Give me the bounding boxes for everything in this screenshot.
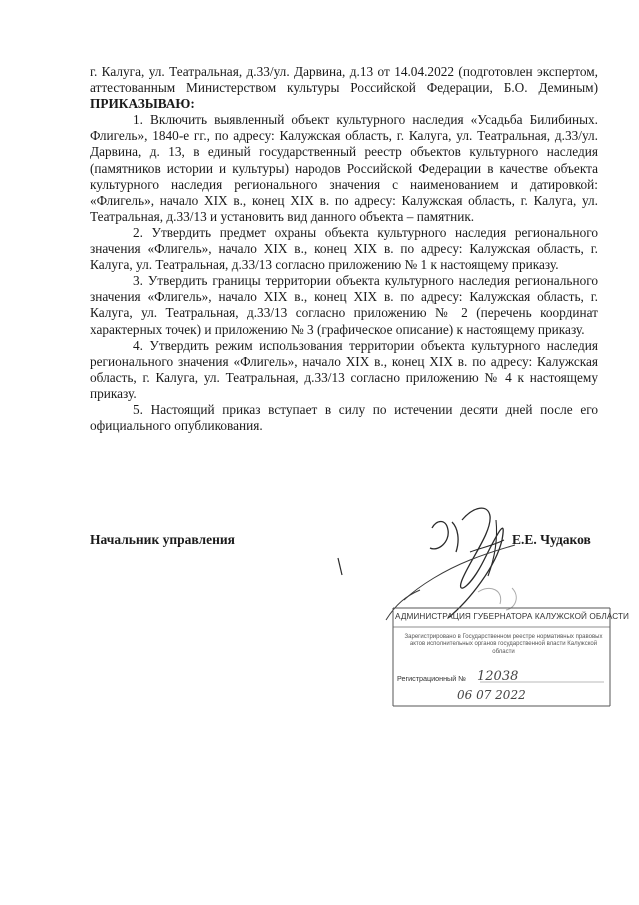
paragraph-item-5: 5. Настоящий приказ вступает в силу по истечении десяти дней после его официального опубликования. [90,401,598,434]
paragraph-intro [90,64,598,112]
intro-text: г. Калуга, ул. Театральная, д.33/ул. Дарвина, д.13 от 14.04.2022 (подготовлен экспертом, аттестованным Министерством культуры Российской Федерации, Б.О. Деминым) [90,64,598,96]
stamp-reg-number: 12038 [477,669,519,684]
order-body [90,64,598,434]
paragraph-item-1: 1. Включить выявленный объект культурного наследия «Усадьба Билибиных. Флигель», 1840-е гг., по адресу: Калужская область, г. Калуга, ул. Театральная, д.33/ул. Дарвина, д. 13, в единый государственный реестр объектов культурного наследия (памятников истории и культуры) народов Российской Федерации в качестве объекта культурного наследия регионального значения с наименованием и датировкой: «Флигель», начало XIX в., конец XIX в. по адресу: Калужская область, г. Калуга, ул. Театральная, д.33/13 и установить вид данного объекта – памятник. [90,112,598,224]
paragraph-item-3: 3. Утвердить границы территории объекта культурного наследия регионального значения «Флигель», начало XIX в., конец XIX в. по адресу: Калужская область, г. Калуга, ул. Театральная, д.33/13 согласно приложению № 2 (перечень координат характерных точек) и приложению № 3 (графическое описание) к настоящему приказу. [90,273,598,337]
signer-name: Е.Е. Чудаков [512,532,591,547]
stamp-body: Зарегистрировано в Государственном реестре нормативных правовых актов исполнительных органов государственной власти Калужской области [404,634,603,655]
paragraph-item-4: 4. Утвердить режим использования территории объекта культурного наследия регионального значения «Флигель», начало XIX в., конец XIX в. по адресу: Калужская область, г. Калуга, ул. Театральная, д.33/13 согласно приложению № 4 к настоящему приказу. [90,337,598,401]
registration-stamp [393,608,630,706]
signer-title: Начальник управления [90,532,235,547]
stamp-reg-label: Регистрационный № [397,674,466,683]
stamp-header: АДМИНИСТРАЦИЯ ГУБЕРНАТОРА КАЛУЖСКОЙ ОБЛАСТИ [395,612,630,621]
order-keyword: ПРИКАЗЫВАЮ: [90,96,195,112]
paragraph-item-2: 2. Утвердить предмет охраны объекта культурного наследия регионального значения «Флигель», начало XIX в., конец XIX в. по адресу: Калужская область, г. Калуга, ул. Театральная, д.33/13 согласно приложению № 1 к настоящему приказу. [90,224,598,273]
stamp-reg-date: 06 07 2022 [457,688,526,702]
